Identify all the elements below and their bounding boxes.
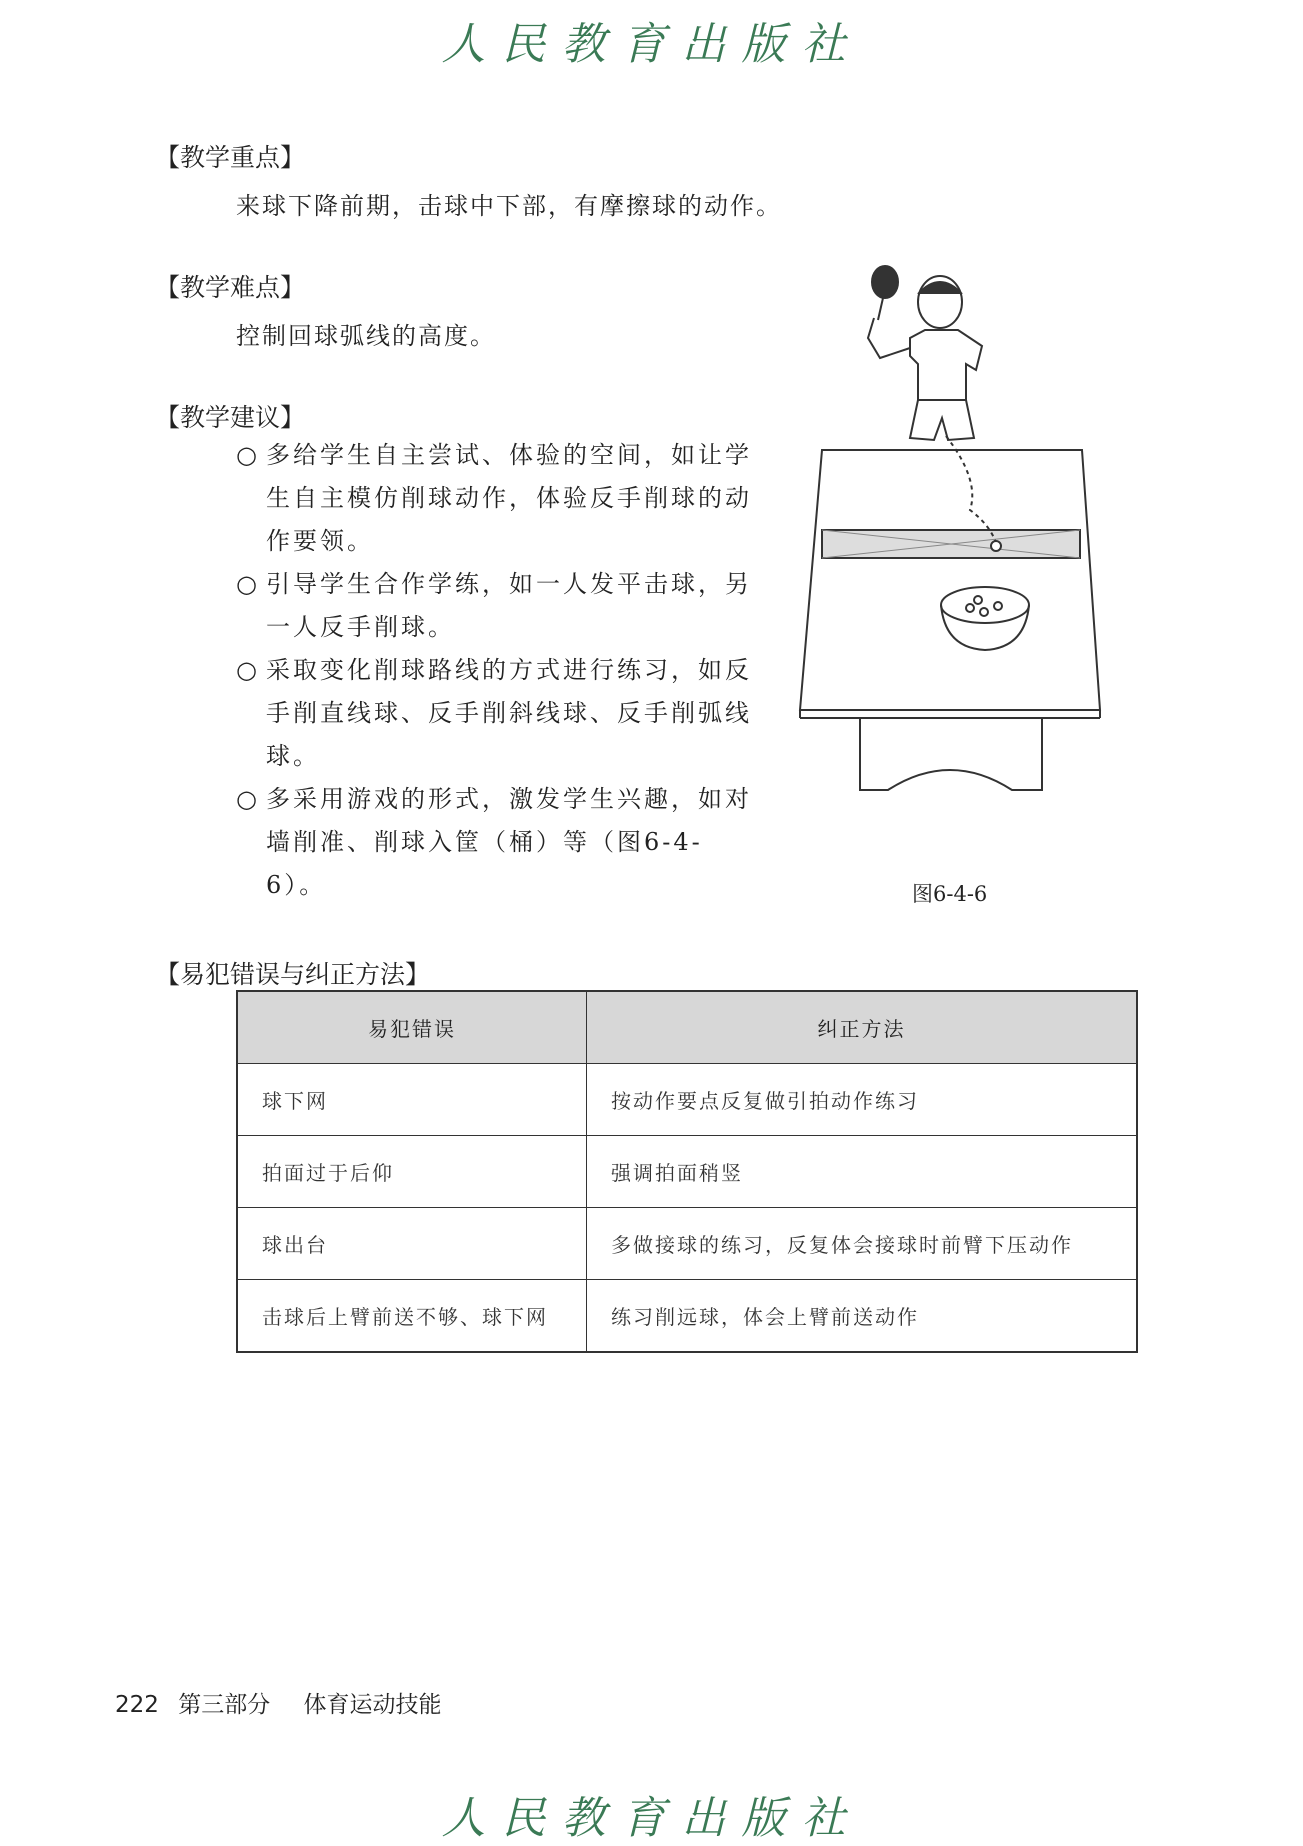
error-cell: 击球后上臂前送不够、球下网: [237, 1280, 587, 1353]
publisher-logo-bottom: 人民教育出版社: [441, 1793, 862, 1844]
difficulty-text: 控制回球弧线的高度。: [236, 322, 496, 350]
correction-cell: 强调拍面稍竖: [587, 1136, 1138, 1208]
publisher-logo-top: 人民教育出版社: [441, 19, 862, 70]
circle-bullet-icon: ○: [236, 441, 260, 469]
table-row: [237, 1280, 1137, 1353]
page-number: 222: [115, 1692, 159, 1718]
correction-cell: 练习削远球，体会上臂前送动作: [587, 1280, 1138, 1353]
header-common-errors: 易犯错误: [237, 991, 587, 1064]
errors-heading: 【易犯错误与纠正方法】: [155, 960, 431, 989]
suggestion-text: 采取变化削球路线的方式进行练习，如反手削直线球、反手削斜线球、反手削弧线球。: [266, 656, 752, 770]
suggestion-text: 多采用游戏的形式，激发学生兴趣，如对墙削准、削球入筐（桶）等（图6-4-6）。: [266, 785, 752, 899]
suggestions-list: [236, 434, 756, 907]
footer-title: 体育运动技能: [303, 1692, 442, 1718]
table-tennis-illustration: [770, 260, 1130, 860]
page-footer: [115, 1686, 442, 1719]
suggestion-item: [236, 563, 756, 649]
table-row: [237, 1208, 1137, 1280]
header-correction-methods: 纠正方法: [587, 991, 1138, 1064]
circle-bullet-icon: ○: [236, 785, 260, 813]
correction-cell: 多做接球的练习，反复体会接球时前臂下压动作: [587, 1208, 1138, 1280]
error-cell: 拍面过于后仰: [237, 1136, 587, 1208]
error-cell: 球出台: [237, 1208, 587, 1280]
difficulty-heading: 【教学难点】: [155, 273, 306, 302]
suggestion-text: 引导学生合作学练，如一人发平击球，另一人反手削球。: [266, 570, 752, 641]
suggestion-text: 多给学生自主尝试、体验的空间，如让学生自主模仿削球动作，体验反手削球的动作要领。: [266, 441, 752, 555]
error-cell: 球下网: [237, 1064, 587, 1136]
circle-bullet-icon: ○: [236, 570, 260, 598]
table-row: [237, 1136, 1137, 1208]
table-header-row: [237, 991, 1137, 1064]
correction-cell: 按动作要点反复做引拍动作练习: [587, 1064, 1138, 1136]
table-row: [237, 1064, 1137, 1136]
suggestions-heading: 【教学建议】: [155, 403, 306, 432]
footer-part: 第三部分: [178, 1692, 271, 1718]
focus-text: 来球下降前期，击球中下部，有摩擦球的动作。: [236, 192, 782, 220]
error-correction-table: [236, 990, 1138, 1353]
suggestion-item: [236, 778, 756, 907]
suggestion-item: [236, 649, 756, 778]
suggestion-item: [236, 434, 756, 563]
figure-caption: 图6-4-6: [912, 882, 988, 906]
circle-bullet-icon: ○: [236, 656, 260, 684]
focus-heading: 【教学重点】: [155, 143, 306, 172]
